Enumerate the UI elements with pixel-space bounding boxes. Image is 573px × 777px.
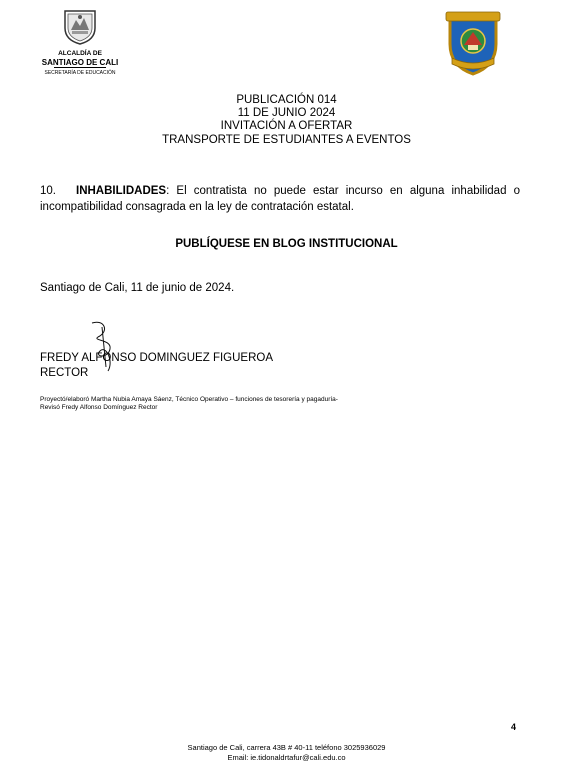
- alcaldia-logo: [40, 6, 136, 80]
- signer-name: FREDY ALFONSO DOMINGUEZ FIGUEROA: [40, 352, 274, 364]
- signer-role: RECTOR: [40, 367, 89, 379]
- credits-line-1: Proyectó/elaboró Martha Nubia Amaya Sáenz, Técnico Operativo – funciones de tesorería y pagaduría-: [40, 396, 338, 403]
- city-shield-icon: [62, 8, 98, 46]
- footer-email: Email: ie.tidonaldrtafur@cali.edu.co: [227, 753, 346, 762]
- clause-heading: INHABILIDADES: [76, 185, 167, 197]
- publication-number: PUBLICACIÓN 014: [236, 94, 337, 106]
- handwritten-signature: [84, 317, 134, 377]
- clause-paragraph: [40, 183, 520, 215]
- publication-date: 11 DE JUNIO 2024: [237, 107, 336, 119]
- page-number: 4: [511, 722, 517, 732]
- logo-line-1: ALCALDÍA DE: [58, 50, 102, 57]
- publish-note: PUBLÍQUESE EN BLOG INSTITUCIONAL: [175, 238, 398, 250]
- logo-line-2: SANTIAGO DE CALI: [41, 58, 119, 67]
- clause-text: : El contratista no puede estar incurso en alguna inhabilidad o incompatibilidad consagrada en la ley de contratación estatal.: [40, 185, 520, 213]
- clause-number: 10.: [40, 185, 56, 197]
- logo-divider: [54, 67, 106, 68]
- publication-subject: TRANSPORTE DE ESTUDIANTES A EVENTOS: [162, 134, 411, 146]
- school-crest-icon: [444, 8, 502, 76]
- credits-line-2: Revisó Fredy Alfonso Domínguez Rector: [40, 404, 158, 411]
- footer-address: Santiago de Cali, carrera 43B # 40-11 teléfono 3025936029: [187, 743, 386, 752]
- publication-type: INVITACIÓN A OFERTAR: [220, 120, 353, 132]
- logo-line-3: SECRETARÍA DE EDUCACIÓN: [44, 70, 116, 76]
- place-date: Santiago de Cali, 11 de junio de 2024.: [40, 282, 235, 294]
